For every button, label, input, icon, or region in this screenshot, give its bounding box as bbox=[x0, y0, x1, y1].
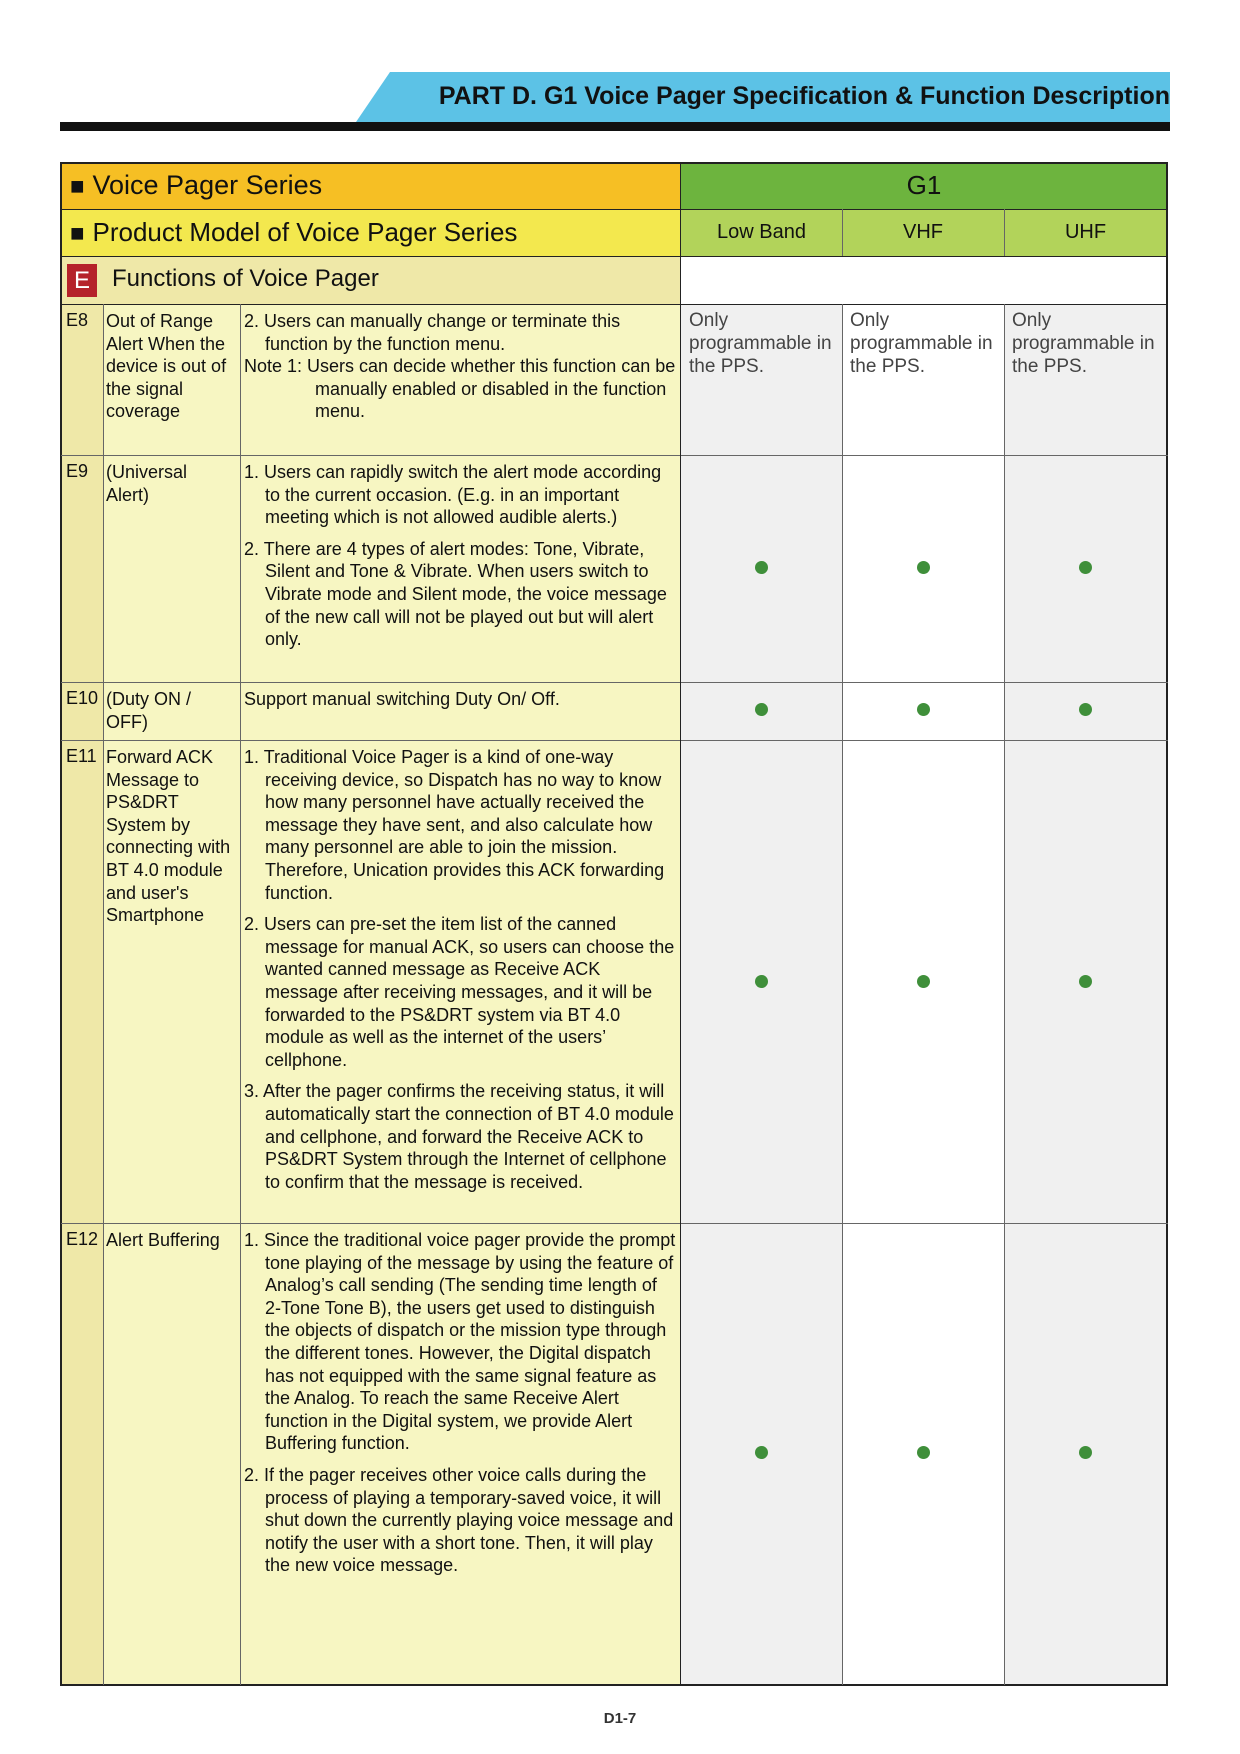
support-dot-uhf bbox=[1079, 1446, 1092, 1459]
grid-line bbox=[1004, 304, 1005, 1685]
support-low-band: Only programmable in the PPS. bbox=[689, 310, 832, 377]
description-item: 2. There are 4 types of alert modes: Tone, Vibrate, Silent and Tone & Vibrate. When users switch to Vibrate mode and Silent mode, the voice message of the new call will not be played out but will alert only. bbox=[244, 538, 667, 650]
support-dot-uhf bbox=[1079, 561, 1092, 574]
support-dot-low-band bbox=[755, 1446, 768, 1459]
row-code: E9 bbox=[66, 461, 89, 481]
band-uhf: UHF bbox=[1064, 221, 1107, 243]
row-code: E10 bbox=[66, 688, 99, 708]
support-dot-vhf bbox=[917, 703, 930, 716]
description-item: 2. Users can pre-set the item list of the canned message for manual ACK, so users can choose the wanted canned message as Receive ACK message after receiving messages, and it will be forwarded to the PS&DRT system via BT 4.0 module as well as the internet of the users’ cellphone. bbox=[244, 914, 675, 1070]
square-bullet-icon: ■ bbox=[70, 220, 85, 247]
grid-line bbox=[240, 304, 241, 1685]
support-dot-vhf bbox=[917, 1446, 930, 1459]
grid-line bbox=[61, 209, 1168, 210]
grid-line bbox=[61, 455, 1168, 456]
row-code: E11 bbox=[66, 746, 97, 766]
description-item: 1. Since the traditional voice pager provide the prompt tone playing of the message by using the feature of Analog’s call sending (The sending time length of 2-Tone Tone B), the users get used to distinguish the objects of dispatch or the mission type through the different tones. However, the Digital dispatch has not equipped with the same signal feature as the Analog. To reach the same Receive Alert function in the Digital system, we provide Alert Buffering function. bbox=[244, 1230, 676, 1454]
group-title: Functions of Voice Pager bbox=[112, 265, 379, 292]
row-name: Alert Buffering bbox=[106, 1230, 220, 1250]
model-label: ■ Product Model of Voice Pager Series bbox=[70, 217, 518, 247]
grid-line bbox=[61, 740, 1168, 741]
g1-label: G1 bbox=[906, 170, 942, 200]
series-label: ■ Voice Pager Series bbox=[70, 170, 323, 200]
grid-line bbox=[61, 256, 1168, 257]
row-description bbox=[244, 461, 676, 660]
support-dot-vhf bbox=[917, 561, 930, 574]
band-vhf: VHF bbox=[903, 221, 943, 243]
description-item: 3. After the pager confirms the receiving status, it will automatically start the connection of BT 4.0 module and cellphone, and forward the Receive ACK to PS&DRT System through the Internet of cellphone to confirm that the message is received. bbox=[244, 1081, 674, 1192]
row-description bbox=[244, 310, 676, 423]
description-item: 2. If the pager receives other voice calls during the process of playing a temporary-saved voice, it will shut down the currently playing voice message and notify the user with a short tone. Then, it will play the new voice message. bbox=[244, 1464, 674, 1576]
grid-line bbox=[61, 1223, 1168, 1224]
grid-line bbox=[61, 682, 1168, 683]
grid-line bbox=[103, 304, 104, 1685]
square-bullet-icon: ■ bbox=[70, 173, 85, 200]
row-name: Out of Range Alert When the device is out of the signal coverage bbox=[106, 311, 227, 422]
row-description bbox=[244, 746, 676, 1202]
row-code: E12 bbox=[66, 1229, 99, 1249]
description-item: 2. Users can manually change or terminate this function by the function menu. bbox=[244, 311, 621, 354]
support-dot-low-band bbox=[755, 561, 768, 574]
group-badge: E bbox=[67, 264, 97, 297]
grid-line bbox=[842, 304, 843, 1685]
grid-line bbox=[61, 304, 1168, 305]
row-name: (Universal Alert) bbox=[106, 462, 188, 505]
support-dot-uhf bbox=[1079, 703, 1092, 716]
row-description bbox=[244, 1229, 676, 1586]
header-rule bbox=[60, 122, 1170, 131]
page-title: PART D. G1 Voice Pager Specification & Function Description bbox=[438, 82, 1170, 110]
page-number: D1-7 bbox=[603, 1710, 637, 1727]
grid-line bbox=[680, 163, 681, 1685]
row-code: E8 bbox=[66, 310, 89, 330]
support-dot-low-band bbox=[755, 975, 768, 988]
description-note: Note 1: Users can decide whether this function can be manually enabled or disabled in the function menu. bbox=[244, 356, 676, 422]
support-dot-uhf bbox=[1079, 975, 1092, 988]
support-uhf: Only programmable in the PPS. bbox=[1012, 310, 1155, 377]
description-item: 1. Traditional Voice Pager is a kind of one-way receiving device, so Dispatch has no way to know how many personnel have actually received the message they have sent, and also calculate how many personnel are able to join the mission. Therefore, Unication provides this ACK forwarding function. bbox=[244, 747, 665, 903]
description-item: 1. Users can rapidly switch the alert mode according to the current occasion. (E.g. in an important meeting which is not allowed audible alerts.) bbox=[244, 462, 662, 528]
description-item: Support manual switching Duty On/ Off. bbox=[244, 689, 560, 709]
row-name: (Duty ON / OFF) bbox=[106, 689, 192, 732]
support-dot-low-band bbox=[755, 703, 768, 716]
row-description bbox=[244, 688, 676, 720]
row-name: Forward ACK Message to PS&DRT System by connecting with BT 4.0 module and user's Smartphone bbox=[106, 747, 231, 926]
band-low: Low Band bbox=[717, 221, 806, 243]
support-dot-vhf bbox=[917, 975, 930, 988]
support-vhf: Only programmable in the PPS. bbox=[850, 310, 993, 377]
